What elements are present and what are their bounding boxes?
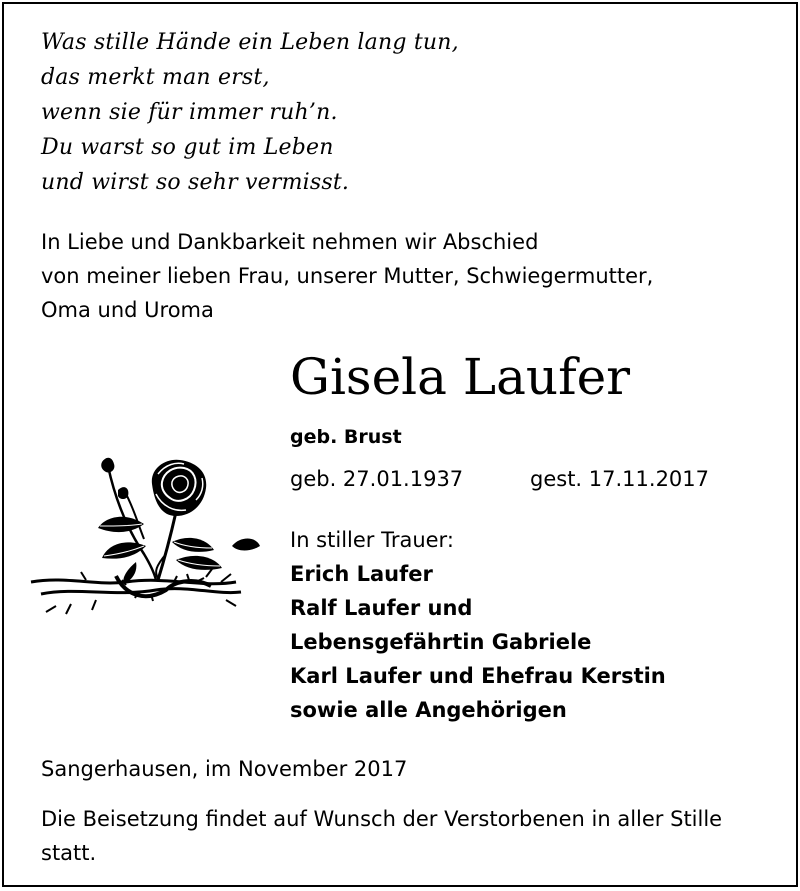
mourner-name: Lebensgefährtin Gabriele	[290, 630, 592, 654]
mourner-name: Ralf Laufer und	[290, 596, 473, 620]
death-date: gest. 17.11.2017	[530, 467, 710, 491]
poem-line: Was stille Hände ein Leben lang tun,	[41, 30, 459, 55]
mourner-name: Karl Laufer und Ehefrau Kerstin	[290, 664, 666, 688]
poem-line: und wirst so sehr vermisst.	[41, 170, 350, 195]
place-date: Sangerhausen, im November 2017	[41, 757, 408, 781]
intro-line: von meiner lieben Frau, unserer Mutter, Schwiegermutter,	[41, 264, 654, 288]
birth-date: geb. 27.01.1937	[290, 467, 464, 491]
poem-line: das merkt man erst,	[41, 65, 270, 90]
intro-line: In Liebe und Dankbarkeit nehmen wir Abschied	[41, 230, 539, 254]
mourners	[290, 523, 666, 727]
poem	[41, 25, 459, 200]
life-dates	[290, 462, 710, 496]
intro-line: Oma und Uroma	[41, 298, 214, 322]
funeral-note: Die Beisetzung findet auf Wunsch der Verstorbenen in aller Stille statt.	[41, 807, 723, 865]
birth-name: geb. Brust	[290, 426, 402, 448]
mourners-list	[290, 557, 666, 727]
mourner-name: sowie alle Angehörigen	[290, 698, 567, 722]
mourner-name: Erich Laufer	[290, 562, 433, 586]
poem-line: wenn sie für immer ruh’n.	[41, 100, 338, 125]
obituary-notice	[2, 2, 798, 887]
deceased-name: Gisela Laufer	[290, 348, 631, 406]
mourners-label: In stiller Trauer:	[290, 528, 454, 552]
rose-icon	[26, 454, 276, 629]
farewell-intro	[41, 225, 653, 327]
poem-line: Du warst so gut im Leben	[41, 135, 334, 160]
